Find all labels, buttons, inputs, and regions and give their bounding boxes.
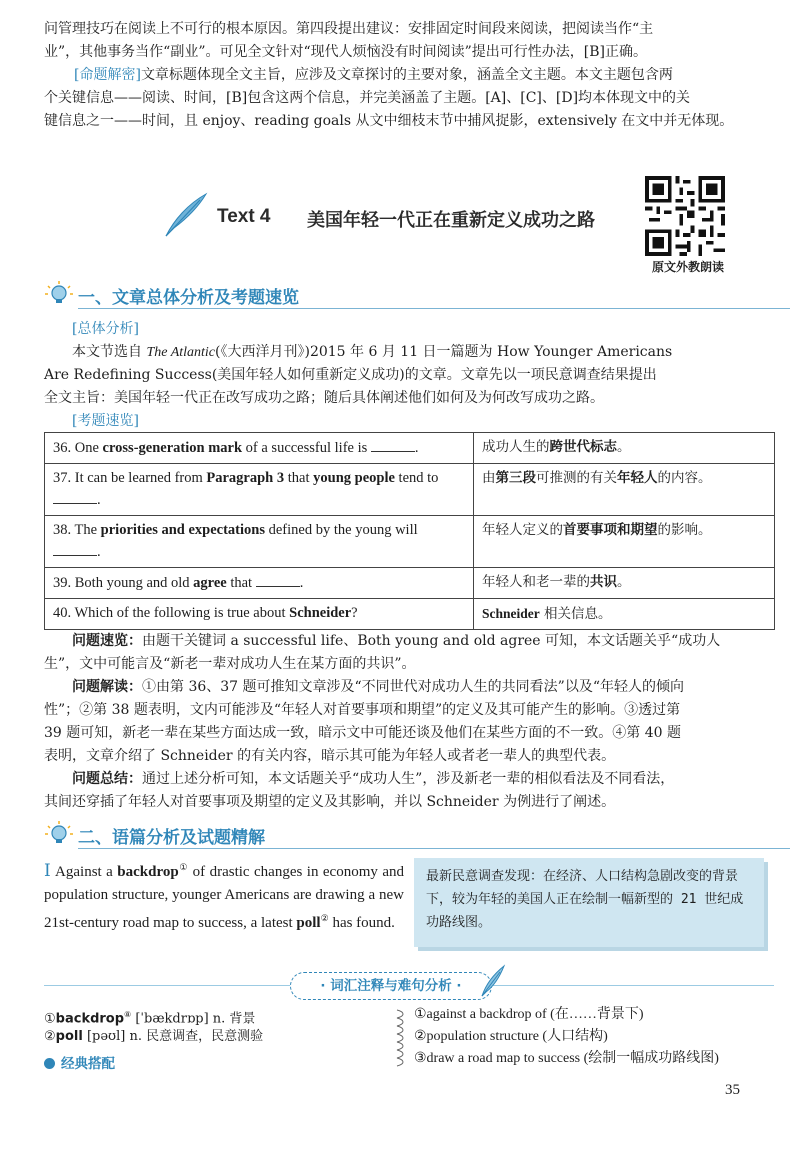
analysis-line-2: Are Redefining Success(美国年轻人如何重新定义成功)的文章。文章先以一项民意调查结果提出	[44, 367, 657, 383]
answer-blank	[53, 489, 97, 504]
translation-box: 最新民意调查发现：在经济、人口结构急剧改变的背景下，较为年轻的美国人正在绘制一幅新型的 21 世纪成功路线图。	[414, 858, 764, 947]
speed-label: 问题速览：	[72, 633, 142, 649]
topic-decode-tag: [命题解密]	[74, 67, 141, 83]
passage-paragraph-1: Ⅰ Against a backdrop① of drastic changes in economy and population structure, younger Americans are drawing a new 21st-century road map to success, a latest poll② has found.	[44, 861, 404, 931]
intro-line-3	[44, 64, 774, 87]
section-2-title: 二、语篇分析及试题精解	[78, 828, 265, 848]
feather-icon	[160, 190, 210, 240]
phrase-3: ③draw a road map to success (绘制一幅成功路线图)	[414, 1051, 719, 1066]
phrase-2: ②population structure (人口结构)	[414, 1029, 608, 1044]
spiral-binding-icon	[393, 1008, 407, 1072]
question-39: 39. Both young and old agree that .	[45, 568, 474, 599]
summary-text-1: 通过上述分析可知，本文话题关乎“成功人生”，涉及新老一辈的相似看法及不同看法，	[142, 771, 675, 787]
vocab-entry-poll: ②poll [pəʊl] n. 民意调查，民意测验	[44, 1029, 264, 1044]
answer-hint-36: 成功人生的跨世代标志。	[474, 433, 775, 464]
qr-caption: 原文外教朗读	[651, 260, 724, 274]
overall-analysis-tag: [总体分析]	[72, 321, 139, 337]
answer-hint-38: 年轻人定义的首要事项和期望的影响。	[474, 516, 775, 568]
answer-hint-40: Schneider 相关信息。	[474, 599, 775, 630]
intro-line-4: 个关键信息——阅读、时间，[B]包含这两个信息，并完美涵盖了主题。[A]、[C]、[D]均本体现文中的关	[44, 90, 691, 106]
analysis-line-1-post: (《大西洋月刊》)2015 年 6 月 11 日一篇题为 How Younger Americans	[215, 344, 673, 360]
decode-line-1	[44, 676, 774, 699]
overall-analysis	[44, 318, 774, 433]
question-preview-table	[44, 432, 775, 630]
answer-blank	[371, 437, 415, 452]
analysis-line-1-pre: 本文节选自	[72, 344, 147, 360]
vocab-poll: poll	[296, 915, 321, 931]
section-1-rule	[78, 308, 790, 309]
answer-blank	[256, 572, 300, 587]
summary-line-2: 其间还穿插了年轻人对首要事项及期望的定义及其影响，并以 Schneider 为例进行了阐述。	[44, 794, 616, 810]
decode-text-1: ①由第 36、37 题可推知文章涉及“不同世代对成功人生的共同看法”以及“年轻人的倾向	[142, 679, 684, 695]
answer-blank	[53, 541, 97, 556]
decode-label: 问题解读：	[72, 679, 142, 695]
question-analysis	[44, 630, 774, 814]
analysis-line-1	[44, 341, 774, 364]
text-number: Text 4	[217, 206, 271, 227]
answer-hint-39: 年轻人和老一辈的共识。	[474, 568, 775, 599]
speed-line-1	[44, 630, 774, 653]
text-title: 美国年轻一代正在重新定义成功之路	[307, 210, 595, 231]
analysis-line-3: 全文主旨：美国年轻一代正在改写成功之路；随后具体阐述他们如何及为何改写成功之路。	[44, 390, 604, 406]
table-row	[45, 516, 775, 568]
intro-line-3-text: 文章标题体现全文主旨，应涉及文章探讨的主要对象，涵盖全文主题。本文主题包含两	[140, 67, 673, 83]
feather-icon	[478, 964, 506, 998]
intro-line-5: 键信息之一——时间，且 enjoy、reading goals 从文中细枝末节中捕风捉影，extensively 在文中并无体现。	[44, 113, 734, 129]
classic-collocation-heading	[44, 1052, 115, 1072]
summary-label: 问题总结：	[72, 771, 142, 787]
phrase-1: ①against a backdrop of (在……背景下)	[414, 1007, 644, 1022]
decode-line-2: 性”；②第 38 题表明，文内可能涉及“年轻人对首要事项和期望”的定义及其可能产生的影响。③透过第	[44, 702, 681, 718]
qr-code-icon[interactable]	[645, 176, 725, 256]
question-preview-tag: [考题速览]	[72, 413, 139, 429]
vocab-entry-backdrop: ①backdrop⑧ [ˈbækdrɒp] n. 背景	[44, 1010, 256, 1027]
table-row	[45, 433, 775, 464]
page-number: 35	[725, 1082, 740, 1098]
bullet-dot	[44, 1058, 55, 1069]
paragraph-numeral: Ⅰ	[44, 861, 52, 880]
summary-line-1	[44, 768, 774, 791]
table-row	[45, 568, 775, 599]
vocab-banner: · 词汇注释与难句分析 ·	[290, 972, 492, 1000]
decode-line-3: 39 题可知，新老一辈在某些方面达成一致，暗示文中可能还谈及他们在某些方面的不一致。④第 40 题	[44, 725, 681, 741]
answer-hint-37: 由第三段可推测的有关年轻人的内容。	[474, 464, 775, 516]
classic-label: 经典搭配	[61, 1056, 115, 1072]
question-38: 38. The priorities and expectations defined by the young will .	[45, 516, 474, 568]
lightbulb-icon	[44, 820, 74, 850]
speed-line-2: 生”，文中可能言及“新老一辈对成功人生在某方面的共识”。	[44, 656, 416, 672]
question-40: 40. Which of the following is true about Schneider?	[45, 599, 474, 630]
decode-line-4: 表明，文章介绍了 Schneider 的有关内容，暗示其可能为年轻人或者老一辈人的典型代表。	[44, 748, 616, 764]
magazine-name: The Atlantic	[146, 345, 216, 360]
section-2-rule	[78, 848, 790, 849]
question-36: 36. One cross-generation mark of a successful life is .	[45, 433, 474, 464]
speed-text-1: 由题干关键词 a successful life、Both young and old agree 可知，本文话题关乎“成功人	[142, 633, 721, 649]
intro-line-1: 问管理技巧在阅读上不可行的根本原因。第四段提出建议：安排固定时间段来阅读，把阅读当作“主	[44, 21, 654, 37]
lightbulb-icon	[44, 280, 74, 310]
table-row	[45, 464, 775, 516]
intro-paragraph	[44, 18, 774, 133]
table-row	[45, 599, 775, 630]
question-37: 37. It can be learned from Paragraph 3 that young people tend to .	[45, 464, 474, 516]
vocab-backdrop: backdrop	[117, 864, 179, 880]
intro-line-2: 业”，其他事务当作“副业”。可见全文针对“现代人烦恼没有时间阅读”提出可行性办法，[B]正确。	[44, 44, 647, 60]
section-1-title: 一、文章总体分析及考题速览	[78, 288, 299, 308]
